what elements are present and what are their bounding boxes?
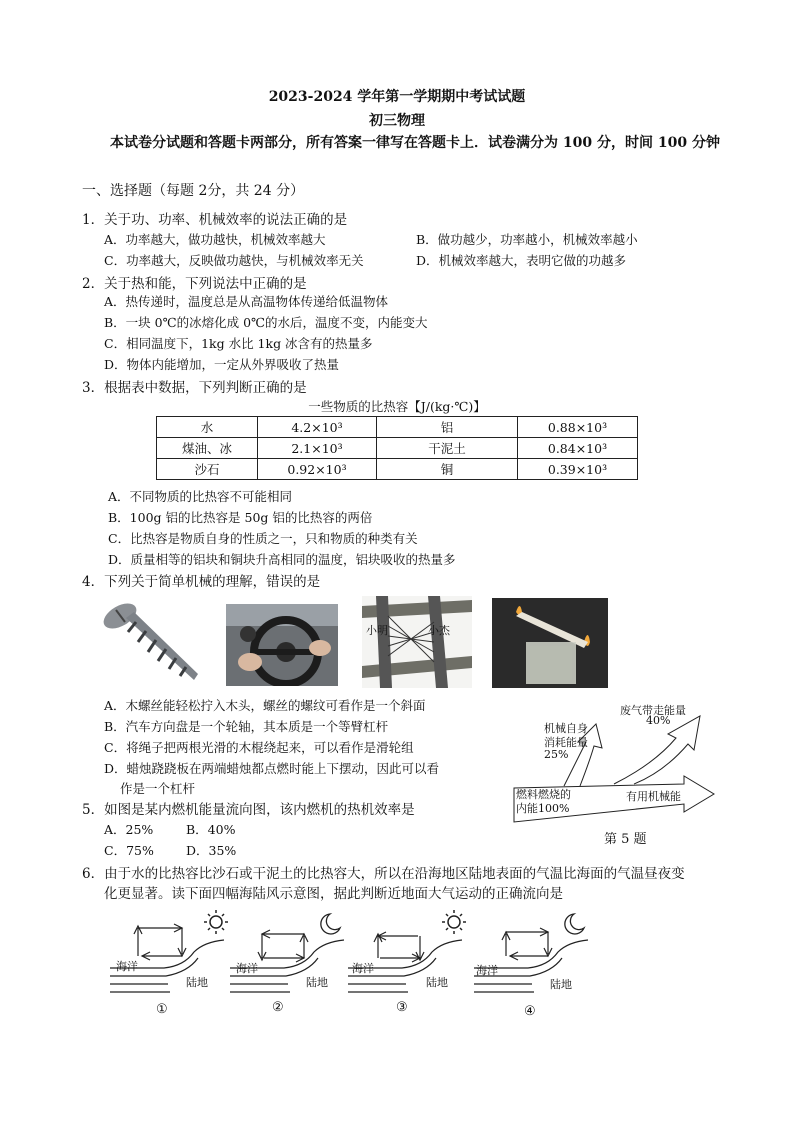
q1-stem: 1．关于功、功率、机械效率的说法正确的是 <box>82 212 348 228</box>
label-mech-line2: 消耗能量 <box>544 736 588 749</box>
table-cell: 0.92×10³ <box>258 459 377 480</box>
figure-caption: 第 5 题 <box>604 832 647 847</box>
table-cell: 铝 <box>377 417 518 438</box>
q4-option-b: B．汽车方向盘是一个轮轴，其本质是一个等臂杠杆 <box>104 719 389 734</box>
figure-number: ② <box>272 1000 284 1015</box>
q5-option-d: D．35% <box>186 843 237 858</box>
q5-option-a: A．25% <box>104 822 154 837</box>
q4-option-d-line2: 作是一个杠杆 <box>120 781 196 796</box>
label-mech-line1: 机械自身 <box>544 722 588 735</box>
q4-option-c: C．将绳子把两根光滑的木棍绕起来，可以看作是滑轮组 <box>104 740 414 755</box>
label-xiaojie: 小杰 <box>428 624 450 637</box>
q1-option-d: D．机械效率越大，表明它做的功越多 <box>416 253 627 268</box>
ocean-label: 海洋 <box>236 962 258 975</box>
q2-option-c: C．相同温度下，1kg 水比 1kg 冰含有的热量多 <box>104 336 373 351</box>
rope-sticks-photo <box>362 596 472 688</box>
table-cell: 干泥土 <box>377 438 518 459</box>
q1-option-b: B．做功越少，功率越小，机械效率越小 <box>416 232 638 247</box>
figure-number: ① <box>156 1002 168 1017</box>
breeze-drawing-4 <box>470 906 592 1002</box>
table-cell: 2.1×10³ <box>258 438 377 459</box>
table-cell: 4.2×10³ <box>258 417 377 438</box>
table-caption: 一些物质的比热容【J/(kg·℃)】 <box>308 399 486 414</box>
q3-option-a: A．不同物质的比热容不可能相同 <box>108 489 293 504</box>
q6-stem-line1: 6．由于水的比热容比沙石或干泥土的比热容大，所以在沿海地区陆地表面的气温比海面的气温昼夜变 <box>82 866 685 882</box>
label-fuel-line1: 燃料燃烧的 <box>516 788 571 801</box>
table-cell: 0.88×10³ <box>518 417 638 438</box>
table-cell: 煤油、冰 <box>157 438 258 459</box>
label-mech-line3: 25% <box>544 748 569 761</box>
section-heading: 一、选择题（每题 2分，共 24 分） <box>82 183 305 199</box>
land-label: 陆地 <box>426 976 448 989</box>
q3-option-c: C．比热容是物质自身的性质之一，只和物质的种类有关 <box>108 531 418 546</box>
figure-number: ③ <box>396 1000 408 1015</box>
table-row <box>157 417 638 438</box>
ocean-label: 海洋 <box>352 962 374 975</box>
label-fuel-line2: 内能100% <box>516 802 570 815</box>
table-row <box>157 438 638 459</box>
label-exhaust-line2: 40% <box>646 714 671 727</box>
q3-option-d: D．质量相等的铝块和铜块升高相同的温度，铝块吸收的热量多 <box>108 552 456 567</box>
q4-option-d-line1: D．蜡烛跷跷板在两端蜡烛都点燃时能上下摆动，因此可以看 <box>104 761 440 776</box>
energy-flow-diagram <box>504 698 718 850</box>
land-label: 陆地 <box>186 976 208 989</box>
table-cell: 水 <box>157 417 258 438</box>
q2-option-a: A．热传递时，温度总是从高温物体传递给低温物体 <box>104 294 389 309</box>
q3-stem: 3．根据表中数据，下列判断正确的是 <box>82 380 307 396</box>
q1-option-c: C．功率越大，反映做功越快，与机械效率无关 <box>104 253 364 268</box>
label-useful-energy: 有用机械能 <box>626 790 681 803</box>
land-label: 陆地 <box>550 978 572 991</box>
candle-seesaw-photo <box>492 598 608 688</box>
label-exhaust-line1: 废气带走能量 <box>620 704 686 717</box>
q4-option-a: A．木螺丝能轻松拧入木头，螺丝的螺纹可看作是一个斜面 <box>104 698 426 713</box>
figure-number: ④ <box>524 1004 536 1019</box>
screw-photo <box>98 596 210 688</box>
q5-option-b: B．40% <box>186 822 236 837</box>
exam-title: 2023-2024 学年第一学期期中考试试题 <box>268 89 526 105</box>
table-row <box>157 459 638 480</box>
breeze-diagram-4 <box>470 906 592 1024</box>
breeze-diagram-1 <box>106 906 228 1024</box>
land-label: 陆地 <box>306 976 328 989</box>
q6-stem-line2: 化更显著。读下面四幅海陆风示意图，据此判断近地面大气运动的正确流向是 <box>104 886 563 902</box>
q5-option-c: C．75% <box>104 843 154 858</box>
q2-option-d: D．物体内能增加，一定从外界吸收了热量 <box>104 357 340 372</box>
label-xiaoming: 小明 <box>366 624 388 637</box>
q4-stem: 4．下列关于简单机械的理解，错误的是 <box>82 574 321 590</box>
ocean-label: 海洋 <box>476 964 498 977</box>
breeze-diagram-2 <box>226 906 348 1024</box>
breeze-drawing-2 <box>226 906 348 1002</box>
table-cell: 铜 <box>377 459 518 480</box>
steering-wheel-photo <box>226 604 338 686</box>
ocean-label: 海洋 <box>116 960 138 973</box>
specific-heat-table <box>156 416 638 480</box>
table-cell: 沙石 <box>157 459 258 480</box>
q5-stem: 5．如图是某内燃机能量流向图，该内燃机的热机效率是 <box>82 802 415 818</box>
breeze-drawing-1 <box>106 906 228 1002</box>
table-cell: 0.84×10³ <box>518 438 638 459</box>
table-cell: 0.39×10³ <box>518 459 638 480</box>
q2-stem: 2．关于热和能，下列说法中正确的是 <box>82 276 307 292</box>
exam-subject: 初三物理 <box>369 113 425 129</box>
rope-sticks-drawing <box>362 596 472 688</box>
q2-option-b: B．一块 0℃的冰熔化成 0℃的水后，温度不变，内能变大 <box>104 315 428 330</box>
q3-option-b: B．100g 铝的比热容是 50g 铝的比热容的两倍 <box>108 510 373 525</box>
exam-intro: 本试卷分试题和答题卡两部分，所有答案一律写在答题卡上．试卷满分为 100 分，时间 100 分钟 <box>110 135 720 151</box>
breeze-diagram-3 <box>344 906 466 1024</box>
q1-option-a: A．功率越大，做功越快，机械效率越大 <box>104 232 326 247</box>
